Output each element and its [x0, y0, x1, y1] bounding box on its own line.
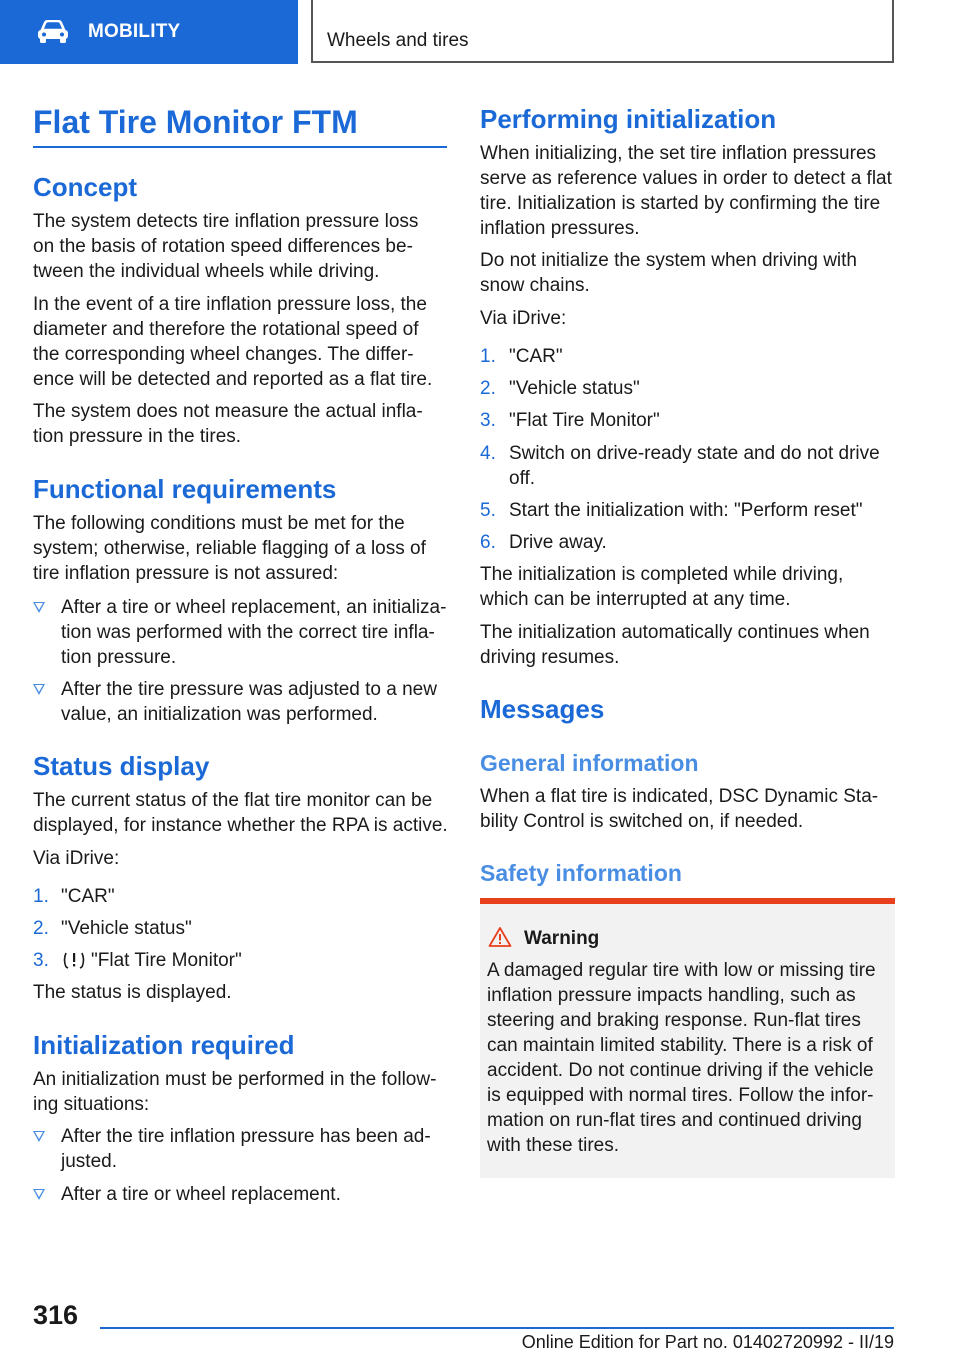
status-after: The status is displayed. [33, 982, 232, 1003]
performing-paragraph-4: The initialization automatically continues when driving resumes. [480, 622, 870, 668]
list-item: After a tire or wheel replacement. [33, 1182, 447, 1207]
list-item: 5. Start the initialization with: "Perform reset" [480, 500, 863, 521]
status-intro: The current status of the flat tire monitor can be displayed, for instance whether the RPA is active. [33, 790, 448, 836]
list-item: After the tire pressure was adjusted to a new value, an initialization was performed. [33, 677, 447, 727]
performing-paragraph-2: Do not initialize the system when driving with snow chains. [480, 250, 858, 296]
messages-heading: Messages [480, 694, 605, 724]
chapter-label: Wheels and tires [327, 30, 469, 51]
status-via: Via iDrive: [33, 848, 120, 869]
initialization-required-heading: Initialization required [33, 1030, 295, 1060]
performing-via: Via iDrive: [480, 308, 567, 329]
warning-bar [480, 898, 895, 904]
performing-paragraph-1: When initializing, the set tire inflation pressures serve as reference values in order to detect a flat tire. Initialization is started by confirming the tire inflation pressures. [480, 143, 892, 239]
general-information-text: When a flat tire is indicated, DSC Dynamic Sta‐ bility Control is switched on, if needed. [480, 786, 879, 832]
list-item: After a tire or wheel replacement, an initializa‐ tion was performed with the correct tire infla‐ tion pressure. [33, 595, 447, 670]
page-number: 316 [33, 1300, 79, 1330]
edition-info: Online Edition for Part no. 01402720992 - II/19 [521, 1332, 894, 1352]
car-icon [36, 20, 70, 44]
bullet-triangle-icon [33, 602, 45, 613]
concept-paragraph-2: In the event of a tire inflation pressure loss, the diameter and therefore the rotational speed of the corresponding wheel changes. The differ‐ ence will be detected and reported as a flat tire. [33, 294, 433, 390]
chapter-tab [311, 0, 894, 63]
list-item: 4. Switch on drive-ready state and do not drive off. [480, 443, 880, 489]
warning-triangle-icon [488, 926, 512, 948]
footer-rule [100, 1327, 894, 1329]
warning-box [480, 898, 895, 1178]
warning-title: Warning [524, 928, 600, 949]
list-item: 2. "Vehicle status" [480, 378, 640, 399]
functional-requirements-heading: Functional requirements [33, 474, 337, 504]
bullet-triangle-icon [33, 1131, 45, 1142]
warning-text: A damaged regular tire with low or missing tire inflation pressure impacts handling, such as steering and braking response. Run-flat tires can maintain limited stability. There is a risk of accident. Do not continue driving if the vehicle is equipped with normal tires. Follow the infor‐ mation on run-flat tires and continued driving with these tires. [487, 960, 876, 1156]
list-item: After the tire inflation pressure has been ad‐ justed. [33, 1124, 447, 1174]
page-title: Flat Tire Monitor FTM [33, 104, 358, 140]
list-item: 3. "Flat Tire Monitor" [480, 410, 660, 431]
list-item: 2. "Vehicle status" [33, 918, 192, 939]
section-label: MOBILITY [88, 21, 181, 42]
title-rule [33, 146, 447, 148]
status-display-heading: Status display [33, 751, 210, 781]
concept-paragraph-3: The system does not measure the actual infla‐ tion pressure in the tires. [33, 401, 423, 447]
section-tab [0, 0, 298, 64]
tire-pressure-warning-icon [61, 949, 87, 971]
performing-paragraph-3: The initialization is completed while driving, which can be interrupted at any time. [480, 564, 844, 610]
list-item: 1. "CAR" [480, 346, 563, 367]
safety-information-heading: Safety information [480, 860, 682, 886]
list-item: 3. "Flat Tire Monitor" [33, 950, 242, 971]
bullet-triangle-icon [33, 1189, 45, 1200]
list-item: 6. Drive away. [480, 532, 607, 553]
functional-intro: The following conditions must be met for the system; otherwise, reliable flagging of a loss of tire inflation pressure is not assured: [33, 513, 426, 584]
general-information-heading: General information [480, 750, 699, 776]
concept-paragraph-1: The system detects tire inflation pressure loss on the basis of rotation speed differences be‐ tween the individual wheels while driving. [33, 211, 419, 282]
bullet-triangle-icon [33, 684, 45, 695]
init-required-intro: An initialization must be performed in the follow‐ ing situations: [33, 1069, 437, 1115]
concept-heading: Concept [33, 172, 137, 202]
list-item: 1. "CAR" [33, 886, 115, 907]
performing-initialization-heading: Performing initialization [480, 104, 777, 134]
